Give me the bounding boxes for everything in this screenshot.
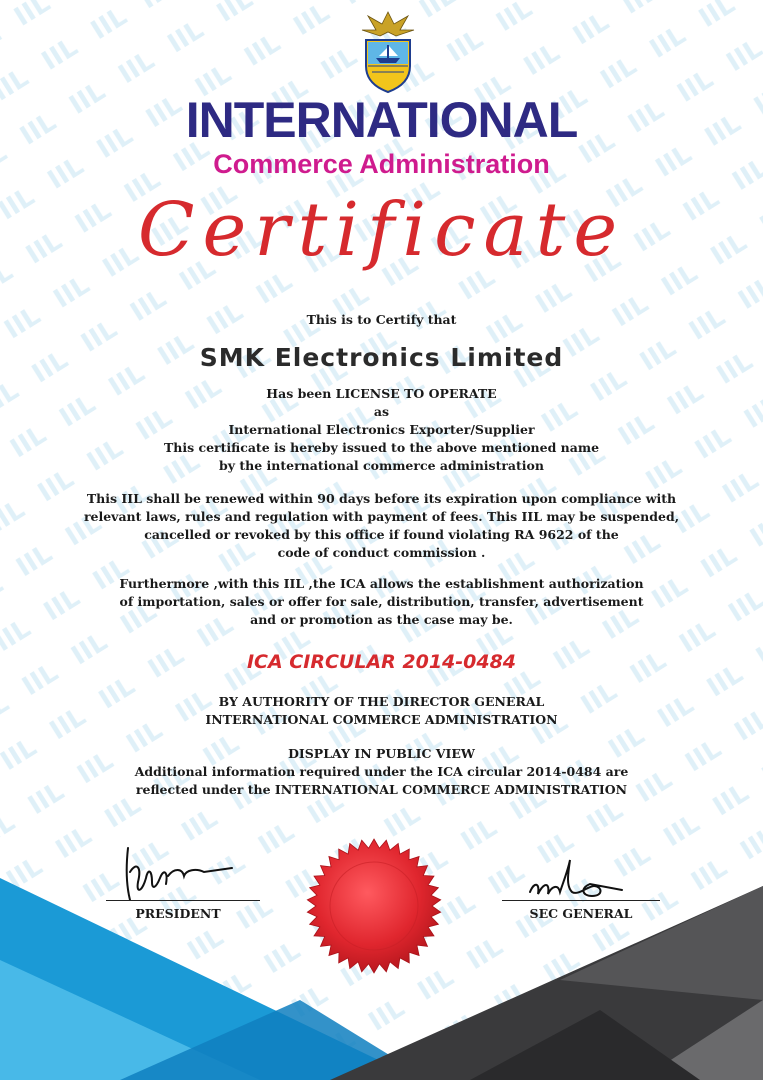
sec-general-signature — [522, 852, 632, 902]
certify-line: This is to Certify that — [306, 312, 457, 327]
red-seal — [306, 838, 442, 974]
license-line: as — [373, 404, 390, 419]
display-line: Additional information required under the ICA circular 2014-0484 are — [134, 764, 629, 779]
president-signature-line — [106, 900, 260, 901]
authorization-line: of importation, sales or offer for sale, distribution, transfer, advertisement — [119, 594, 644, 609]
license-line: Has been LICENSE TO OPERATE — [266, 386, 497, 401]
certificate-heading: Certificate — [137, 187, 626, 273]
sec-general-label: SEC GENERAL — [529, 906, 633, 921]
org-title: INTERNATIONAL — [185, 92, 578, 148]
sec-general-signature-line — [502, 900, 660, 901]
renewal-line: cancelled or revoked by this office if found violating RA 9622 of the — [144, 527, 619, 542]
authority-line: BY AUTHORITY OF THE DIRECTOR GENERAL — [218, 694, 545, 709]
license-line: This certificate is hereby issued to the above mentioned name — [163, 440, 600, 455]
display-line: reflected under the INTERNATIONAL COMMERCE ADMINISTRATION — [135, 782, 628, 797]
president-signature — [112, 842, 242, 904]
display-line: DISPLAY IN PUBLIC VIEW — [288, 746, 475, 761]
authority-line: INTERNATIONAL COMMERCE ADMINISTRATION — [205, 712, 558, 727]
renewal-line: relevant laws, rules and regulation with payment of fees. This IIL may be suspended, — [83, 509, 680, 524]
license-line: International Electronics Exporter/Supplier — [228, 422, 535, 437]
company-name: SMK Electronics Limited — [199, 343, 564, 372]
coat-of-arms-emblem — [356, 8, 420, 94]
president-label: PRESIDENT — [135, 906, 221, 921]
renewal-line: This IIL shall be renewed within 90 days before its expiration upon compliance with — [86, 491, 677, 506]
ica-circular: ICA CIRCULAR 2014-0484 — [246, 651, 517, 673]
org-subtitle: Commerce Administration — [213, 149, 550, 179]
authorization-line: and or promotion as the case may be. — [250, 612, 513, 627]
authorization-line: Furthermore ,with this IIL ,the ICA allows the establishment authorization — [119, 576, 644, 591]
license-line: by the international commerce administration — [219, 458, 544, 473]
renewal-line: code of conduct commission . — [277, 545, 486, 560]
